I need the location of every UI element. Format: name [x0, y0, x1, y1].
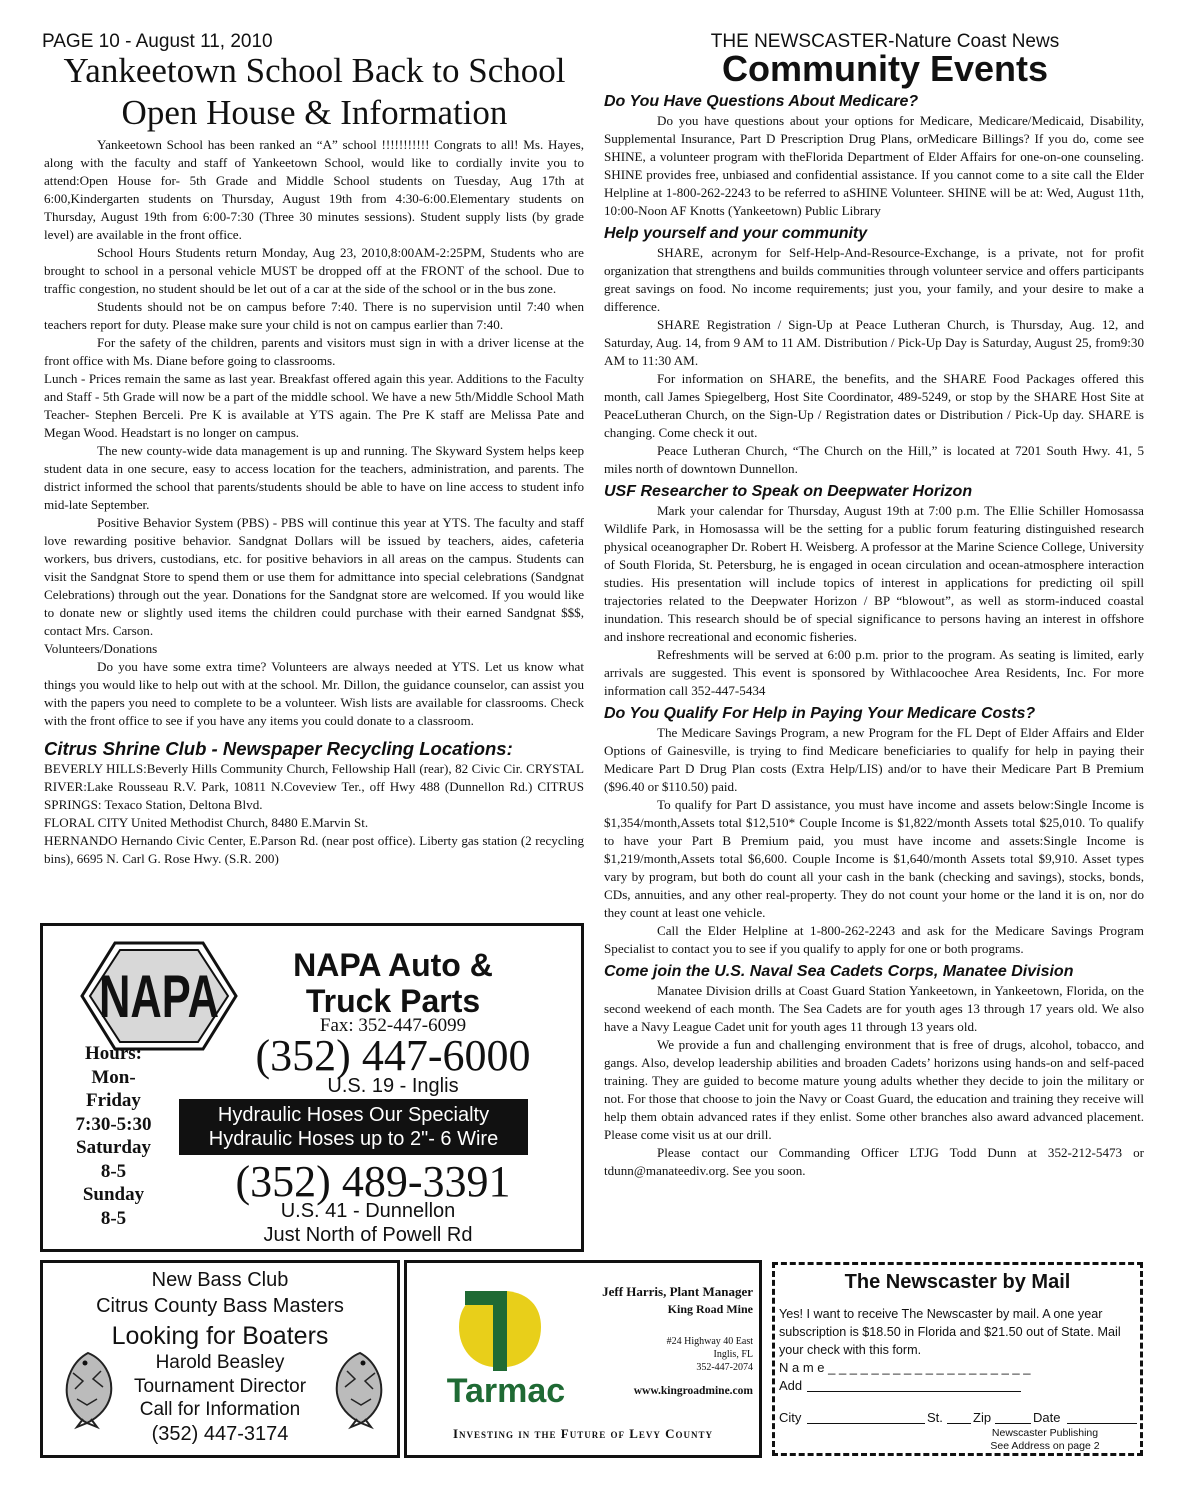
paragraph: Manatee Division drills at Coast Guard Station Yankeetown, in Yankeetown, Florida, on the second weekend of each month. The Sea Cadets are for youth ages 13 through 17 years old. We also have a Navy League Cadet unit for youth ages 11 through 13 years old. [604, 983, 1144, 1034]
tarmac-phone: 352-447-2074 [696, 1362, 753, 1373]
shrine-line: FLORAL CITY United Methodist Church, 8480 E.Marvin St. [44, 815, 369, 830]
napa-title-line1: NAPA Auto & [293, 947, 493, 983]
napa-logo-text: NAPA [99, 963, 219, 1030]
napa-fax: Fax: 352-447-6099 [319, 1015, 467, 1036]
bass-line: Tournament Director [133, 1376, 307, 1397]
tarmac-tagline: Investing in the Future of Levy County [452, 1426, 714, 1441]
shrine-line: HERNANDO Hernando Civic Center, E.Parson Rd. (near post office). Liberty gas station (2 recycling bins), 6695 N. Carl G. Rose Hwy. (S.R. 200) [44, 833, 584, 866]
paragraph: The Medicare Savings Program, a new Program for the FL Dept of Elder Affairs and Elder Options of Gainesville, is trying to find Medicare beneficiaries to qualify for help in paying their Medicare Part D Drug Plan costs (Extra Help/LIS) and/or to have their Medicare Part B Premium ($96.40 or $110.50) paid. [604, 725, 1144, 794]
napa-banner [179, 1099, 528, 1155]
bass-line: Call for Information [139, 1399, 301, 1420]
paragraph: For information on SHARE, the benefits, and the SHARE Food Packages offered this month, call James Spiegelberg, Host Site Coordinator, 489-5249, or stop by the SHARE Host Site at PeaceLutheran Church, on the Sign-Up / Registration dates or Distribution / Pick-Up day. SHARE is changing. Come check it out. [604, 371, 1144, 440]
napa-banner-line2: Hydraulic Hoses up to 2"- 6 Wire [208, 1128, 499, 1150]
bass-line: Citrus County Bass Masters [96, 1295, 344, 1317]
paragraph: SHARE Registration / Sign-Up at Peace Lutheran Church, is Thursday, Aug. 12, and Saturday, Aug. 14, from 9 AM to 11 AM. Distribution / Pick-Up Day is Saturday, August 25, from9:30 AM to 11:30 AM. [604, 317, 1144, 368]
zip-label: Zip [973, 1410, 992, 1425]
hours-line: Sunday [82, 1184, 145, 1205]
left-article-body [44, 136, 584, 868]
city-field[interactable] [807, 1423, 925, 1424]
paper-name: THE NEWSCASTER-Nature Coast News [710, 31, 1060, 52]
tarmac-logo-text: Tarmac [446, 1372, 566, 1410]
napa-phone-dunnellon: (352) 489-3391 [235, 1157, 511, 1206]
bass-line: Looking for Boaters [111, 1322, 329, 1350]
section-heading: Come join the U.S. Naval Sea Cadets Corps, Manatee Division [604, 963, 1074, 980]
napa-banner-line1: Hydraulic Hoses Our Specialty [217, 1104, 490, 1126]
page-info: PAGE 10 - August 11, 2010 [42, 31, 273, 52]
date-field[interactable] [1067, 1423, 1137, 1424]
publisher-line: See Address on page 2 [990, 1440, 1100, 1452]
napa-hours [51, 1042, 176, 1230]
city-label: City [779, 1410, 802, 1425]
date-label: Date [1033, 1410, 1061, 1425]
bass-line: Harold Beasley [155, 1352, 285, 1373]
paragraph: Do you have questions about your options for Medicare, Medicare/Medicaid, Disability, Supplemental Insurance, Part D Prescription Drug Plans, orMedicare Billings? If you do, come see SHINE, a volunteer program with theFlorida Department of Elder Affairs for one-on-one counseling. SHINE provides free, unbiased and confidential assistance. If you cannot come to a site call the Elder Helpline at 1-800-262-2243 to be referred to aSHINE Volunteer. SHINE will be at: Wed, August 11th, 10:00-Noon AF Knotts (Yankeetown) Public Library [604, 113, 1144, 218]
article-title-line1: Yankeetown School Back to School [63, 51, 566, 90]
paragraph: Call the Elder Helpline at 1-800-262-2243 and ask for the Medicare Savings Program Specialist to contact you to see if you qualify to apply for one or both programs. [604, 923, 1144, 956]
paragraph: We provide a fun and challenging environment that is free of drugs, alcohol, tobacco, and gangs. Also, develop leadership abilities and broaden Cadets’ horizons using hands-on and self-paced training. They are guided to become mature young adults whether they decide to join the military or not. For those that choose to join the Navy or Coast Guard, the education and training they receive will help them obtain advanced rates if they enlist. Some other branches also award advanced placement. Please come visit us at our drill. [604, 1037, 1144, 1142]
paragraph: School Hours Students return Monday, Aug 23, 2010,8:00AM-2:25PM, Students who are brought to school in a personal vehicle MUST be dropped off at the FRONT of the school. Due to traffic congestion, no student should be let out of a car at the side of the school or in the bus zone. [44, 245, 584, 296]
paragraph: For the safety of the children, parents and visitors must sign in with a driver license at the front office with Ms. Diane before going to classrooms. [44, 335, 584, 368]
volunteers-label: Volunteers/Donations [44, 641, 158, 656]
fish-icon [53, 1349, 123, 1429]
tarmac-mine: King Road Mine [667, 1302, 753, 1316]
napa-address-note: Just North of Powell Rd [263, 1224, 473, 1246]
section-heading: USF Researcher to Speak on Deepwater Horizon [604, 483, 973, 500]
state-field[interactable] [947, 1423, 971, 1424]
paragraph: Yankeetown School has been ranked an “A” school !!!!!!!!!!! Congrats to all! Ms. Hayes, along with the faculty and staff of Yankeetown School, would like to cordially invite you to attend:Open House for- 5th Grade and Middle School students on Tuesday, Aug 17th at 6:00,Kindergarten students on Thursday, August 19th from 4:30-6:00.Elementary students on Thursday, August 19th from 6:00-7:30 (Three 30 minutes sessions). Student supply lists (by grade level) are available in the front office. [44, 137, 584, 242]
shrine-line: BEVERLY HILLS:Beverly Hills Community Church, Fellowship Hall (rear), 82 Civic Cir. CRYSTAL RIVER:Lake Rousseau R.V. Park, 10811 N.Coveview Ter., off Hwy 488 (Dunnellon Rd.) CITRUS SPRINGS: Texaco Station, Deltona Blvd. [44, 761, 584, 812]
mail-form-title: The Newscaster by Mail [844, 1271, 1071, 1293]
mail-subscription-form [772, 1262, 1143, 1456]
hours-line: Hours: [85, 1043, 142, 1064]
publisher-line: Newscaster Publishing [991, 1427, 1099, 1439]
paragraph: Peace Lutheran Church, “The Church on the Hill,” is located at 7201 South Hwy. 41, 5 miles north of downtown Dunnellon. [604, 443, 1144, 476]
tarmac-manager: Jeff Harris, Plant Manager [602, 1284, 753, 1299]
tarmac-address: #24 Highway 40 East [666, 1336, 753, 1347]
shrine-heading: Citrus Shrine Club - Newspaper Recycling Locations: [44, 738, 513, 759]
paragraph: Students should not be on campus before 7:40. There is no supervision until 7:40 when teachers report for duty. Please make sure your child is not on campus earlier than 7:40. [44, 299, 584, 332]
section-heading: Do You Have Questions About Medicare? [604, 93, 919, 110]
section-title: Community Events [721, 48, 1049, 89]
address-field[interactable] [807, 1391, 1021, 1392]
paragraph: Positive Behavior System (PBS) - PBS will continue this year at YTS. The faculty and staff love rewarding positive behavior. Sandgnat Dollars will be issued by teachers, aides, cafeteria workers, bus drivers, custodians, etc. for positive behaviors in all areas on the campus. Students can visit the Sandgnat Store to spend them or use them for admittance into special celebrations (Sandgnat Celebrations) through out the year. Donations for the Sandgnat store are welcomed. If you would like to donate new or slightly used items the children could purchase with their earned Sandgnat $$$, contact Mrs. Carson. [44, 515, 584, 638]
hours-line: Friday [86, 1090, 141, 1111]
napa-ad [40, 923, 584, 1252]
mail-form-text: Yes! I want to receive The Newscaster by mail. A one year subscription is $18.50 in Florida and $21.50 out of State. Mail your check with this form. [779, 1307, 1121, 1357]
napa-address-dunnellon: U.S. 41 - Dunnellon [280, 1200, 456, 1222]
fish-icon [325, 1349, 395, 1429]
paragraph: SHARE, acronym for Self-Help-And-Resource-Exchange, is a private, not for profit organization that strengthens and builds communities through volunteer service and offers participants great savings on food. No income requirements; just you, your family, and your desire to make a difference. [604, 245, 1144, 314]
bass-line: (352) 447-3174 [151, 1423, 289, 1445]
napa-address-inglis: U.S. 19 - Inglis [327, 1075, 459, 1097]
hours-line: 8-5 [100, 1160, 127, 1182]
hours-line: Mon- [91, 1066, 136, 1088]
paragraph: Lunch - Prices remain the same as last year. Breakfast offered again this year. Additions to the Faculty and Staff - 5th Grade will now be a part of the middle school. We have a new 5th/Middle School Math Teacher- Stephen Berceli. Pre K is available at YTS again. The Pre K staff are Melissa Pate and Megan Wood. Headstart is no longer on campus. [44, 371, 584, 440]
tarmac-ad [404, 1260, 762, 1458]
bass-club-ad [40, 1260, 400, 1458]
paragraph: To qualify for Part D assistance, you must have income and assets below:Single Income is $1,354/month,Assets total $12,510* Couple Income is $1,822/month Assets total $25,010. To qualify to have your Part B Premium paid, you must have income and assets:Single Income is $1,219/month,Assets total $6,600. Couple Income is $1,640/month Assets total $9,910. Asset types vary by program, but both do count all your cash in the bank (checking and savings), stocks, bonds, CDs, annuities, and any other real-property. They do not count your home or the land it is on, nor do they count at least one vehicle. [604, 797, 1144, 920]
address-label: Add [779, 1378, 803, 1393]
article-title-line2: Open House & Information [121, 93, 508, 132]
state-label: St. [927, 1410, 943, 1425]
zip-field[interactable] [995, 1423, 1031, 1424]
section-heading: Do You Qualify For Help in Paying Your Medicare Costs? [604, 705, 1036, 722]
hours-line: 8-5 [100, 1207, 127, 1229]
tarmac-address: Inglis, FL [713, 1349, 753, 1360]
name-field[interactable]: N a m e _ _ _ _ _ _ _ _ _ _ _ _ _ _ _ _ _ _ _ [779, 1360, 1031, 1375]
section-heading: Help yourself and your community [604, 225, 868, 242]
napa-phone-inglis: (352) 447-6000 [255, 1031, 531, 1080]
paragraph: The new county-wide data management is up and running. The Skyward System helps keep student data in one secure, easy to access location for the teachers, administration, and parents. The district informed the school that parents/students should be able to have on line access to student info mid-late September. [44, 443, 584, 512]
paragraph: Do you have some extra time? Volunteers are always needed at YTS. Let us know what things you would like to help out with at the school. Mr. Dillon, the guidance counselor, can assist you with the papers you need to complete to be a volunteer. Wish lists are available for classrooms. Check with the front office to see if you have any items you could donate to a classroom. [44, 659, 584, 728]
paragraph: Please contact our Commanding Officer LTJG Todd Dunn at 352-212-5473 or tdunn@manateediv.org. See you soon. [604, 1145, 1144, 1178]
hours-line: Saturday [76, 1137, 151, 1158]
paragraph: Refreshments will be served at 6:00 p.m. prior to the program. As seating is limited, early arrivals are suggested. This event is sponsored by Withlacoochee Area Residents, Inc. For more information call 352-447-5434 [604, 647, 1144, 698]
tarmac-website: www.kingroadmine.com [633, 1385, 753, 1397]
paragraph: Mark your calendar for Thursday, August 19th at 7:00 p.m. The Ellie Schiller Homosassa Wildlife Park, in Homosassa will be the setting for a public forum featuring distinguished research physical oceanographer Dr. Robert H. Weisberg. A professor at the Marine Science College, University of South Florida, St. Petersburg, he is engaged in ocean circulation and ocean-atmosphere interaction studies. His presentation will include topics of interest in applications for predicting oil spill trajectories related to the Deepwater Horizon / BP “blowout”, as well as storm-induced coastal inundation. This research should be of special significance to persons having an interest in offshore and inshore recreational and economic fisheries. [604, 503, 1144, 644]
bass-line: New Bass Club [151, 1269, 289, 1291]
community-events-body [604, 88, 1144, 1180]
hours-line: 7:30-5:30 [75, 1113, 152, 1135]
napa-title-line2: Truck Parts [305, 983, 481, 1019]
tarmac-logo-icon [455, 1287, 545, 1373]
